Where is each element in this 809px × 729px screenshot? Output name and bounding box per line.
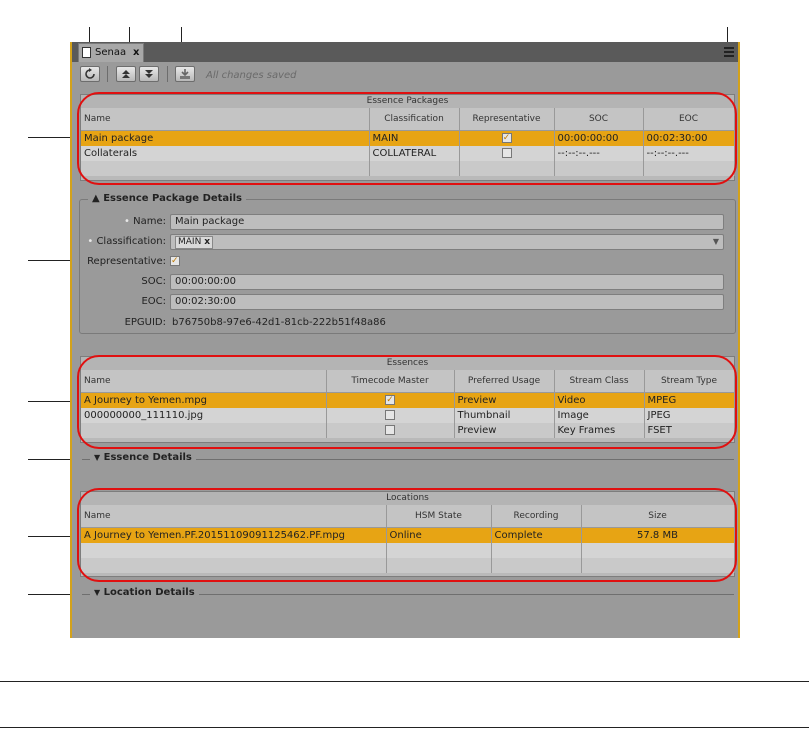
column-header[interactable]: Size xyxy=(581,505,734,528)
column-header[interactable]: Stream Type xyxy=(644,370,734,393)
column-header[interactable]: Recording xyxy=(491,505,581,528)
column-header[interactable]: Timecode Master xyxy=(326,370,454,393)
toolbar xyxy=(72,62,738,86)
save-button[interactable] xyxy=(175,66,195,82)
rule-line xyxy=(0,727,809,728)
tab-senaa[interactable] xyxy=(78,43,144,62)
cell-name: A Journey to Yemen.PF.20151109091125462.PF.mpg xyxy=(81,528,386,544)
column-header[interactable]: EOC xyxy=(643,108,734,131)
column-header[interactable]: Name xyxy=(81,370,326,393)
save-icon xyxy=(179,68,191,80)
toolbar-separator xyxy=(107,66,108,82)
cell-size: 57.8 MB xyxy=(581,528,734,544)
column-header[interactable]: Classification xyxy=(369,108,459,131)
move-up-icon xyxy=(121,69,131,79)
table-row[interactable] xyxy=(81,528,734,544)
cell-stream-class: Key Frames xyxy=(554,423,644,438)
table-title: Locations xyxy=(81,492,734,506)
cell-name: 000000000_111110.jpg xyxy=(81,408,326,423)
cell-eoc: 00:02:30:00 xyxy=(643,131,734,147)
expand-arrow-icon: ▼ xyxy=(94,588,101,597)
cell-stream-type: FSET xyxy=(644,423,734,438)
representative-checkbox[interactable]: ✓ xyxy=(171,256,179,266)
column-header[interactable]: Preferred Usage xyxy=(454,370,554,393)
refresh-button[interactable] xyxy=(80,66,100,82)
rule-line xyxy=(0,681,809,682)
representative-checkbox[interactable] xyxy=(502,148,512,158)
essence-packages-table xyxy=(80,94,735,181)
cell-name: A Journey to Yemen.mpg xyxy=(81,393,326,409)
timecode-master-checkbox[interactable]: ✓ xyxy=(386,395,394,405)
name-label: • Name: xyxy=(124,216,166,227)
section-header[interactable] xyxy=(88,193,246,204)
name-field[interactable]: Main package xyxy=(170,214,724,230)
section-header-location-details[interactable] xyxy=(90,587,199,598)
document-icon xyxy=(82,47,91,58)
section-title: Essence Package Details xyxy=(103,193,242,204)
cell-stream-class: Video xyxy=(554,393,644,409)
panel-menu-icon[interactable] xyxy=(724,47,734,57)
timecode-master-checkbox[interactable] xyxy=(385,425,395,435)
classification-label: • Classification: xyxy=(87,236,166,247)
eoc-field[interactable]: 00:02:30:00 xyxy=(170,294,724,310)
cell-eoc: --:--:--.--- xyxy=(643,146,734,161)
cell-usage: Preview xyxy=(454,393,554,409)
essence-package-details xyxy=(79,193,736,334)
move-down-button[interactable] xyxy=(139,66,159,82)
locations-table xyxy=(80,491,735,577)
toolbar-separator xyxy=(167,66,168,82)
epguid-label: EPGUID: xyxy=(124,317,166,328)
column-header[interactable]: Stream Class xyxy=(554,370,644,393)
cell-soc: --:--:--.--- xyxy=(554,146,643,161)
column-header[interactable]: HSM State xyxy=(386,505,491,528)
tab-label: Senaa xyxy=(95,47,127,58)
column-header[interactable]: Representative xyxy=(459,108,554,131)
cell-stream-type: MPEG xyxy=(644,393,734,409)
classification-tag[interactable]: MAIN x xyxy=(175,236,213,249)
metadata-panel xyxy=(70,42,740,638)
expand-arrow-icon: ▼ xyxy=(94,453,101,462)
cell-classification: MAIN xyxy=(369,131,459,147)
cell-usage: Thumbnail xyxy=(454,408,554,423)
cell-name: Main package xyxy=(81,131,369,147)
move-down-icon xyxy=(144,69,154,79)
cell-recording: Complete xyxy=(491,528,581,544)
remove-tag-icon: x xyxy=(204,237,210,247)
chevron-down-icon[interactable]: ▼ xyxy=(712,237,719,246)
essences-table xyxy=(80,356,735,443)
cell-stream-class: Image xyxy=(554,408,644,423)
refresh-icon xyxy=(84,68,96,80)
table-row[interactable] xyxy=(81,146,734,161)
classification-field[interactable] xyxy=(170,234,724,250)
table-title: Essences xyxy=(81,357,734,371)
cell-name: Collaterals xyxy=(81,146,369,161)
eoc-label: EOC: xyxy=(141,296,166,307)
close-icon[interactable]: x xyxy=(133,47,140,58)
epguid-value: b76750b8-97e6-42d1-81cb-222b51f48a86 xyxy=(172,317,386,328)
section-title: Location Details xyxy=(103,587,195,598)
timecode-master-checkbox[interactable] xyxy=(385,410,395,420)
table-row[interactable] xyxy=(81,131,734,147)
soc-label: SOC: xyxy=(141,276,166,287)
cell-stream-type: JPEG xyxy=(644,408,734,423)
table-title: Essence Packages xyxy=(81,95,734,109)
move-up-button[interactable] xyxy=(116,66,136,82)
cell-classification: COLLATERAL xyxy=(369,146,459,161)
representative-checkbox[interactable]: ✓ xyxy=(502,133,511,143)
tab-bar xyxy=(72,42,738,62)
save-status: All changes saved xyxy=(206,70,297,81)
cell-soc: 00:00:00:00 xyxy=(554,131,643,147)
table-row[interactable] xyxy=(81,393,734,409)
cell-usage: Preview xyxy=(454,423,554,438)
section-title: Essence Details xyxy=(103,452,192,463)
column-header[interactable]: Name xyxy=(81,505,386,528)
column-header[interactable]: Name xyxy=(81,108,369,131)
cell-hsm-state: Online xyxy=(386,528,491,544)
soc-field[interactable]: 00:00:00:00 xyxy=(170,274,724,290)
section-header-essence-details[interactable] xyxy=(90,452,196,463)
table-row[interactable] xyxy=(81,408,734,423)
table-row[interactable] xyxy=(81,423,734,438)
column-header[interactable]: SOC xyxy=(554,108,643,131)
collapse-arrow-icon: ▲ xyxy=(92,193,100,204)
cell-name xyxy=(81,423,326,438)
representative-label: Representative: xyxy=(87,256,166,267)
